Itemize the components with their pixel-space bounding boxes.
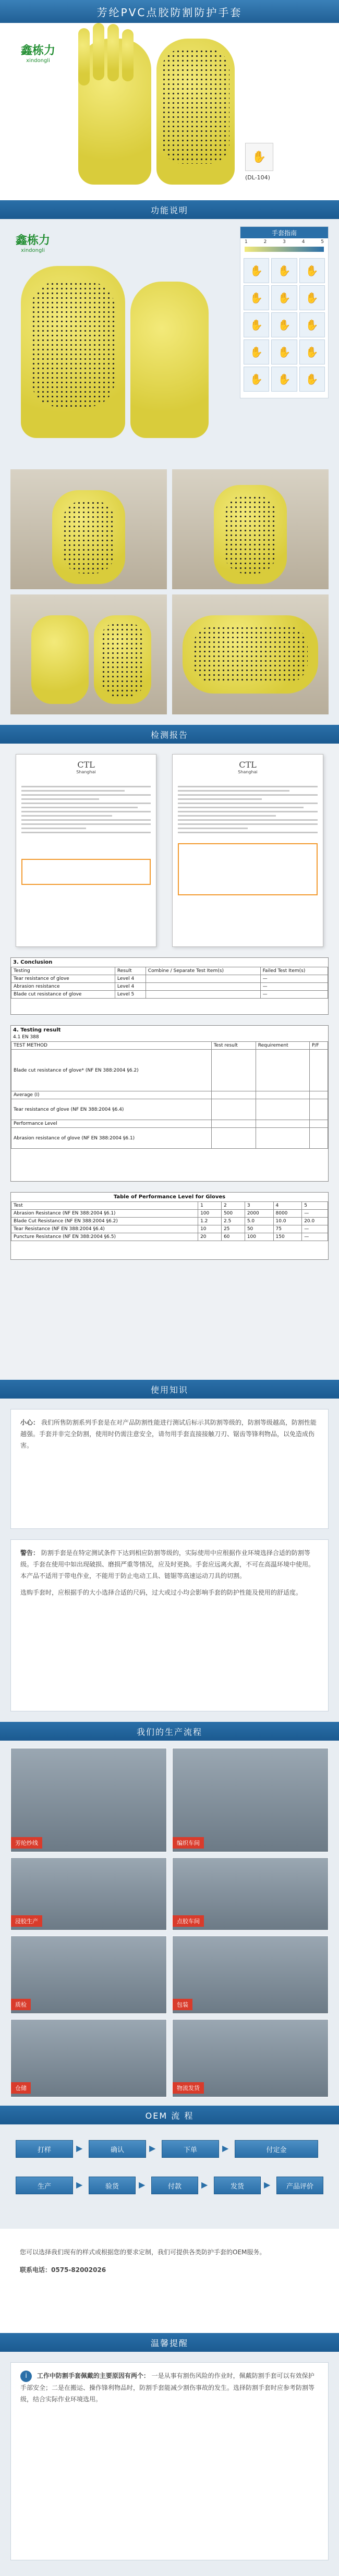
section-oem-title: OEM 流 程 bbox=[145, 2110, 194, 2121]
conclusion-header: Testing bbox=[11, 967, 115, 975]
production-tag: 质检 bbox=[11, 1999, 31, 2010]
glove-large-image bbox=[21, 266, 125, 438]
glove-finger bbox=[122, 29, 134, 81]
arrow-right-icon: ▶ bbox=[76, 2180, 83, 2190]
table-row: Puncture Resistance (NF EN 388:2004 §6.5) 20 60 100 150 — bbox=[11, 1233, 328, 1241]
test-header: P/F bbox=[310, 1042, 328, 1050]
pvc-dots-pattern bbox=[162, 49, 229, 164]
usage-section bbox=[0, 1399, 339, 1722]
oem-step: 发货 bbox=[214, 2177, 261, 2194]
hand-icon: ✋ bbox=[299, 339, 325, 364]
production-tag: 编织车间 bbox=[173, 1837, 204, 1849]
usage-photos bbox=[0, 464, 339, 725]
production-tag: 物流发货 bbox=[173, 2082, 204, 2094]
hand-guide-title: 手套指南 bbox=[240, 227, 328, 238]
grade-4: 4 bbox=[301, 239, 305, 245]
section-production-header bbox=[0, 1722, 339, 1741]
table-row: Abrasion resistance of glove (NF EN 388:2004 §6.1) bbox=[11, 1128, 328, 1149]
hand-icon: ✋ bbox=[299, 367, 325, 392]
oem-step: 下单 bbox=[162, 2140, 219, 2158]
hand-icon: ✋ bbox=[244, 339, 269, 364]
ctl-sub: Shanghai bbox=[76, 770, 96, 774]
model-code: (DL-104) bbox=[245, 174, 270, 181]
grade-3: 3 bbox=[283, 239, 286, 245]
hand-icon: ✋ bbox=[271, 312, 297, 337]
table-row: Blade Cut Resistance (NF EN 388:2004 §6.2) 1.2 2.5 5.0 10.0 20.0 bbox=[11, 1218, 328, 1225]
grade-bar bbox=[245, 247, 324, 252]
oem-step: 付定金 bbox=[235, 2140, 318, 2158]
production-photo bbox=[172, 1857, 329, 1930]
production-photo bbox=[172, 1748, 329, 1852]
ctl-logo: CTL bbox=[77, 760, 95, 770]
usage-lead-1: 小心： bbox=[20, 1419, 40, 1426]
test-header: Requirement bbox=[256, 1042, 309, 1050]
oem-step: 确认 bbox=[89, 2140, 146, 2158]
grade-1: 1 bbox=[245, 239, 248, 245]
production-tag: 仓储 bbox=[11, 2082, 31, 2094]
grade-2: 2 bbox=[263, 239, 267, 245]
oem-step: 验货 bbox=[89, 2177, 136, 2194]
tips-lead: 工作中防割手套佩戴的主要原因有两个： bbox=[37, 2372, 150, 2379]
brand-name: 鑫栋力 bbox=[21, 44, 56, 57]
production-tag: 点胶车间 bbox=[173, 1915, 204, 1927]
hand-icon: ✋ bbox=[271, 258, 297, 283]
grade-5: 5 bbox=[321, 239, 324, 245]
table-row: Average (I) bbox=[11, 1091, 328, 1099]
section-tips-header bbox=[0, 2333, 339, 2352]
hand-icon: ✋ bbox=[299, 285, 325, 310]
performance-table: Table of Performance Level for Gloves Test 1 2 3 4 5 Abrasion Resistance (NF EN 388:2004 §6.1) 100 500 2000 8000 — Blade Cut Resistance (NF EN 388:2004 §6.2) 1.2 2.5 5.0 10.0 20.0 Tear Resistance (NF EN 388:2004 §6.4) 10 25 50 75 — Puncture Resistance (NF EN 388:2004 §6.5) 20 60 100 150 — bbox=[10, 1192, 329, 1260]
grade-scale bbox=[240, 238, 328, 246]
usage-text-3: 选购手套时，应根据手的大小选择合适的尺码，过大或过小均会影响手套的防护性能及使用的舒适度。 bbox=[20, 1589, 302, 1596]
conclusion-title: 3. Conclusion bbox=[13, 959, 53, 965]
contact-card bbox=[10, 2239, 329, 2323]
production-photo bbox=[10, 2019, 167, 2097]
production-tag: 芳纶纱线 bbox=[11, 1837, 42, 1849]
photo-glove-grip bbox=[10, 469, 167, 589]
brand-logo bbox=[21, 42, 55, 64]
section-function-header bbox=[0, 200, 339, 219]
section-usage-header bbox=[0, 1380, 339, 1399]
production-tag: 包装 bbox=[173, 1999, 192, 2010]
conclusion-header: Combine / Separate Test Item(s) bbox=[146, 967, 260, 975]
brand-name-2: 鑫栋力 bbox=[16, 234, 51, 247]
glove-icon: ✋ bbox=[252, 150, 267, 164]
hand-icon: ✋ bbox=[299, 312, 325, 337]
production-section bbox=[0, 1741, 339, 2106]
section-tips-title: 温馨提醒 bbox=[150, 2338, 188, 2348]
table-row: Tear resistance of glove (NF EN 388:2004 §6.4) bbox=[11, 1099, 328, 1120]
perf-title: Table of Performance Level for Gloves bbox=[113, 1194, 226, 1200]
report-page-1 bbox=[16, 754, 156, 947]
arrow-right-icon: ▶ bbox=[264, 2180, 271, 2190]
info-icon: i bbox=[20, 2371, 32, 2382]
brand-logo-2 bbox=[16, 232, 50, 253]
usage-text-1: 我们所售防割系列手套是在对产品防割性能进行测试后标示其防割等级的，防割等级越高，防割性能越强。手套并非完全防割，使用时仍需注意安全，请勿用手套直接接触刀刃、锯齿等锋利物品，以免造成伤害。 bbox=[20, 1419, 317, 1449]
arrow-right-icon: ▶ bbox=[139, 2180, 146, 2190]
photo-glove-closeup bbox=[172, 594, 329, 714]
table-row: Blade cut resistance of glove* (NF EN 388:2004 §6.2) bbox=[11, 1050, 328, 1091]
arrow-right-icon: ▶ bbox=[76, 2143, 83, 2153]
section-oem-header bbox=[0, 2106, 339, 2124]
hand-icon: ✋ bbox=[244, 285, 269, 310]
oem-step: 生产 bbox=[16, 2177, 73, 2194]
production-photo bbox=[10, 1936, 167, 2014]
table-row: Performance Level bbox=[11, 1120, 328, 1128]
ctl-sub-2: Shanghai bbox=[238, 770, 258, 774]
brand-latin-2: xindongli bbox=[21, 248, 45, 253]
oem-step: 打样 bbox=[16, 2140, 73, 2158]
section-usage-title: 使用知识 bbox=[150, 1384, 188, 1395]
brand-latin: xindongli bbox=[26, 58, 50, 64]
section-production-title: 我们的生产流程 bbox=[136, 1727, 202, 1737]
production-photo bbox=[172, 1936, 329, 2014]
contact-section bbox=[0, 2229, 339, 2333]
table-row: Tear resistance of glove Level 4 — bbox=[11, 975, 328, 983]
hand-icon: ✋ bbox=[271, 367, 297, 392]
hand-icon: ✋ bbox=[271, 285, 297, 310]
hero-section bbox=[0, 23, 339, 200]
report-section bbox=[0, 744, 339, 1380]
ctl-logo-2: CTL bbox=[239, 760, 257, 770]
testing-result-table bbox=[10, 1025, 329, 1182]
usage-card-2 bbox=[10, 1539, 329, 1711]
page-title-bar bbox=[0, 0, 339, 23]
oem-step: 产品评价 bbox=[276, 2177, 323, 2194]
production-photo bbox=[172, 2019, 329, 2097]
production-photo bbox=[10, 1748, 167, 1852]
section-report-header bbox=[0, 725, 339, 744]
hand-icon: ✋ bbox=[271, 339, 297, 364]
table-row: Tear Resistance (NF EN 388:2004 §6.4) 10 25 50 75 — bbox=[11, 1225, 328, 1233]
oem-section bbox=[0, 2124, 339, 2229]
hand-icon: ✋ bbox=[299, 258, 325, 283]
table-row: Abrasion resistance Level 4 — bbox=[11, 983, 328, 991]
arrow-right-icon: ▶ bbox=[201, 2180, 208, 2190]
usage-lead-2: 警告： bbox=[20, 1549, 40, 1557]
page-title: 芳纶PVC点胶防割防护手套 bbox=[96, 6, 243, 19]
usage-text-2: 防割手套是在特定测试条件下达到相应防割等级的，实际使用中应根据作业环境选择合适的防割等级。手套在使用中如出现破损、磨损严重等情况，应及时更换。手套应远离火源，不可在高温环境中使用。本产品不适用于带电作业，不能用于防止电动工具、链锯等高速运动刀具的切割。 bbox=[20, 1549, 315, 1579]
hand-guide-panel bbox=[240, 226, 329, 398]
hand-icon: ✋ bbox=[244, 258, 269, 283]
function-section bbox=[0, 219, 339, 464]
tips-section bbox=[0, 2352, 339, 2576]
conclusion-header: Failed Test Item(s) bbox=[260, 967, 328, 975]
glove-finger bbox=[78, 28, 90, 86]
arrow-right-icon: ▶ bbox=[222, 2143, 229, 2153]
usage-card-1 bbox=[10, 1409, 329, 1529]
photo-glove-palm bbox=[172, 469, 329, 589]
table-row: Blade cut resistance of glove Level 5 — bbox=[11, 991, 328, 999]
testing-standard: 4.1 EN 388 bbox=[13, 1035, 39, 1040]
report-page-2 bbox=[172, 754, 323, 947]
pvc-dots-pattern bbox=[31, 282, 115, 407]
contact-phone: 联系电话：0575-82002026 bbox=[20, 2266, 106, 2274]
glove-side-image bbox=[130, 282, 209, 438]
contact-text: 您可以选择我们现有的样式或根据您的要求定制，我们可提供各类防护手套的OEM服务。 bbox=[20, 2249, 266, 2256]
test-header: Test result bbox=[211, 1042, 256, 1050]
arrow-right-icon: ▶ bbox=[149, 2143, 156, 2153]
conclusion-table bbox=[10, 957, 329, 1015]
conclusion-header: Result bbox=[115, 967, 146, 975]
hand-icon: ✋ bbox=[244, 367, 269, 392]
tips-text: 一是从事有割伤风险的作业时，佩戴防割手套可以有效保护手部安全；二是在搬运、操作锋利物品时，防割手套能减少割伤事故的发生。选择防割手套时应参考防割等级，结合实际作业环境选用。 bbox=[20, 2372, 315, 2403]
glove-finger bbox=[93, 23, 104, 80]
production-tag: 浸胶生产 bbox=[11, 1915, 42, 1927]
photo-glove-pair bbox=[10, 594, 167, 714]
production-photo bbox=[10, 1857, 167, 1930]
oem-step: 付款 bbox=[151, 2177, 198, 2194]
tips-card bbox=[10, 2362, 329, 2560]
section-report-title: 检测报告 bbox=[150, 730, 188, 740]
testing-title: 4. Testing result bbox=[13, 1027, 61, 1033]
table-row: Abrasion Resistance (NF EN 388:2004 §6.1) 100 500 2000 8000 — bbox=[11, 1210, 328, 1218]
section-function-title: 功能说明 bbox=[150, 205, 188, 215]
glove-palm-image bbox=[156, 39, 235, 185]
hand-icon-grid bbox=[240, 255, 328, 395]
model-thumbnail bbox=[245, 143, 273, 171]
test-header: TEST METHOD bbox=[11, 1042, 212, 1050]
hand-icon: ✋ bbox=[244, 312, 269, 337]
glove-finger bbox=[107, 24, 119, 81]
